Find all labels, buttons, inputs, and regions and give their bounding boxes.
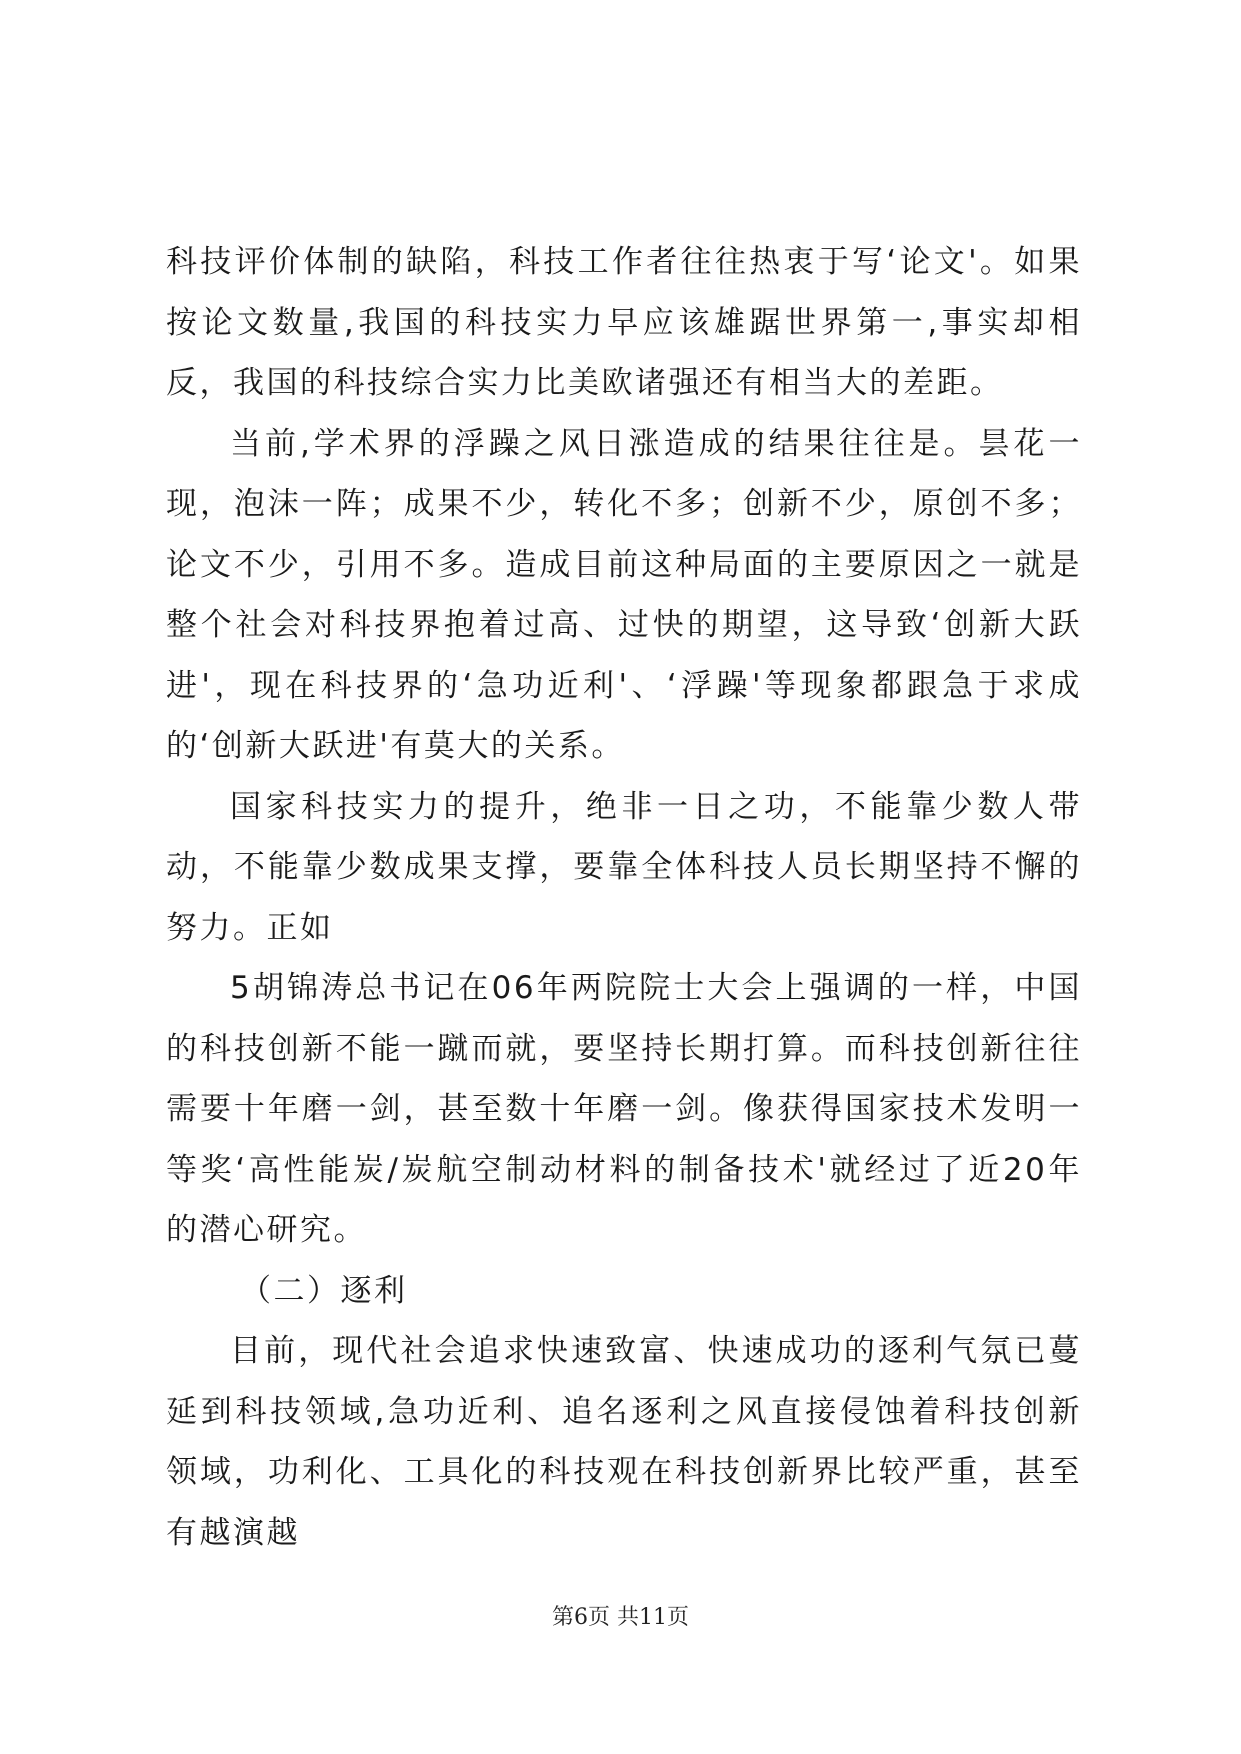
- body-text: [166, 232, 1082, 1563]
- page-number-footer: 第6页 共11页: [552, 1605, 689, 1630]
- paragraph-5: 目前，现代社会追求快速致富、快速成功的逐利气氛已蔓延到科技领域,急功近利、追名逐利之风直接侵蚀着科技创新领域，功利化、工具化的科技观在科技创新界比较严重，甚至有越演越: [166, 1333, 1082, 1551]
- paragraph-4: 5胡锦涛总书记在06年两院院士大会上强调的一样，中国的科技创新不能一蹴而就，要坚持长期打算。而科技创新往往需要十年磨一剑，甚至数十年磨一剑。像获得国家技术发明一等奖‘高性能炭/炭航空制动材料的制备技术'就经过了近20年的潜心研究。: [166, 970, 1082, 1248]
- paragraph-1: 科技评价体制的缺陷，科技工作者往往热衷于写‘论文'。如果按论文数量,我国的科技实力早应该雄踞世界第一,事实却相反，我国的科技综合实力比美欧诸强还有相当大的差距。: [166, 244, 1082, 401]
- section-heading: （二）逐利: [240, 1272, 408, 1309]
- paragraph-2: 当前,学术界的浮躁之风日涨造成的结果往往是。昙花一现，泡沫一阵；成果不少，转化不多；创新不少，原创不多；论文不少，引用不多。造成目前这种局面的主要原因之一就是整个社会对科技界抱着过高、过快的期望，这导致‘创新大跃进'，现在科技界的‘急功近利'、‘浮躁'等现象都跟急于求成的‘创新大跃进'有莫大的关系。: [166, 425, 1082, 764]
- paragraph-3: 国家科技实力的提升，绝非一日之功，不能靠少数人带动，不能靠少数成果支撑，要靠全体科技人员长期坚持不懈的努力。正如: [166, 788, 1082, 946]
